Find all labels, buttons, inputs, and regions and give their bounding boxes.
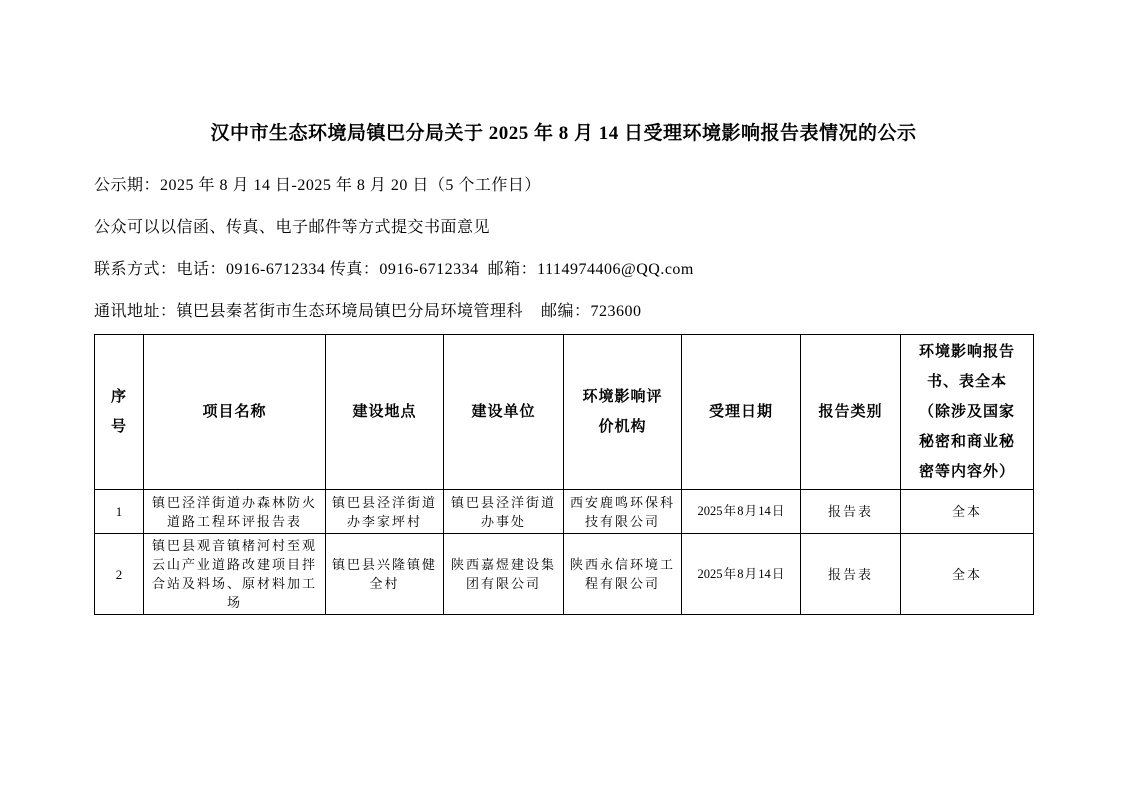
cell-acceptance-date: 2025 年 8 月 14 日 bbox=[682, 490, 801, 534]
col-header-serial: 序号 bbox=[95, 335, 144, 490]
table-row bbox=[95, 534, 1034, 615]
cell-acceptance-date: 2025 年 8 月 14 日 bbox=[682, 534, 801, 615]
cell-serial: 1 bbox=[95, 490, 144, 534]
cell-project-name: 镇巴县观音镇楮河村至观云山产业道路改建项目拌合站及料场、原材料加工场 bbox=[144, 534, 326, 615]
col-header-project-name: 项目名称 bbox=[144, 335, 326, 490]
col-header-acceptance-date: 受理日期 bbox=[682, 335, 801, 490]
cell-construction-unit: 镇巴县泾洋街道办事处 bbox=[444, 490, 564, 534]
acceptance-table bbox=[94, 334, 1034, 615]
cell-report-type: 报告表 bbox=[801, 534, 901, 615]
contact-info-line: 联系方式：电话：0916-6712334 传真：0916-6712334 邮箱：1114974406@QQ.com bbox=[94, 261, 694, 278]
col-header-construction-site: 建设地点 bbox=[326, 335, 444, 490]
document-title: 汉中市生态环境局镇巴分局关于 2025 年 8 月 14 日受理环境影响报告表情况的公示 bbox=[210, 123, 917, 144]
cell-serial: 2 bbox=[95, 534, 144, 615]
cell-full-text: 全本 bbox=[901, 534, 1034, 615]
cell-eia-agency: 陕西永信环境工程有限公司 bbox=[564, 534, 682, 615]
cell-full-text: 全本 bbox=[901, 490, 1034, 534]
cell-construction-site: 镇巴县兴隆镇健全村 bbox=[326, 534, 444, 615]
cell-project-name: 镇巴泾洋街道办森林防火道路工程环评报告表 bbox=[144, 490, 326, 534]
col-header-eia-agency: 环境影响评价机构 bbox=[564, 335, 682, 490]
col-header-full-text: 环境影响报告书、表全本（除涉及国家秘密和商业秘密等内容外） bbox=[901, 335, 1034, 490]
submission-methods-line: 公众可以以信函、传真、电子邮件等方式提交书面意见 bbox=[94, 219, 491, 236]
table-row bbox=[95, 490, 1034, 534]
mailing-address-line: 通讯地址：镇巴县秦茗街市生态环境局镇巴分局环境管理科 邮编：723600 bbox=[94, 303, 642, 320]
publicity-period-line: 公示期：2025 年 8 月 14 日-2025 年 8 月 20 日（5 个工作日） bbox=[94, 177, 541, 194]
cell-eia-agency: 西安鹿鸣环保科技有限公司 bbox=[564, 490, 682, 534]
cell-construction-unit: 陕西嘉煜建设集团有限公司 bbox=[444, 534, 564, 615]
cell-report-type: 报告表 bbox=[801, 490, 901, 534]
cell-construction-site: 镇巴县泾洋街道办李家坪村 bbox=[326, 490, 444, 534]
col-header-construction-unit: 建设单位 bbox=[444, 335, 564, 490]
col-header-report-type: 报告类别 bbox=[801, 335, 901, 490]
table-header-row bbox=[95, 335, 1034, 490]
